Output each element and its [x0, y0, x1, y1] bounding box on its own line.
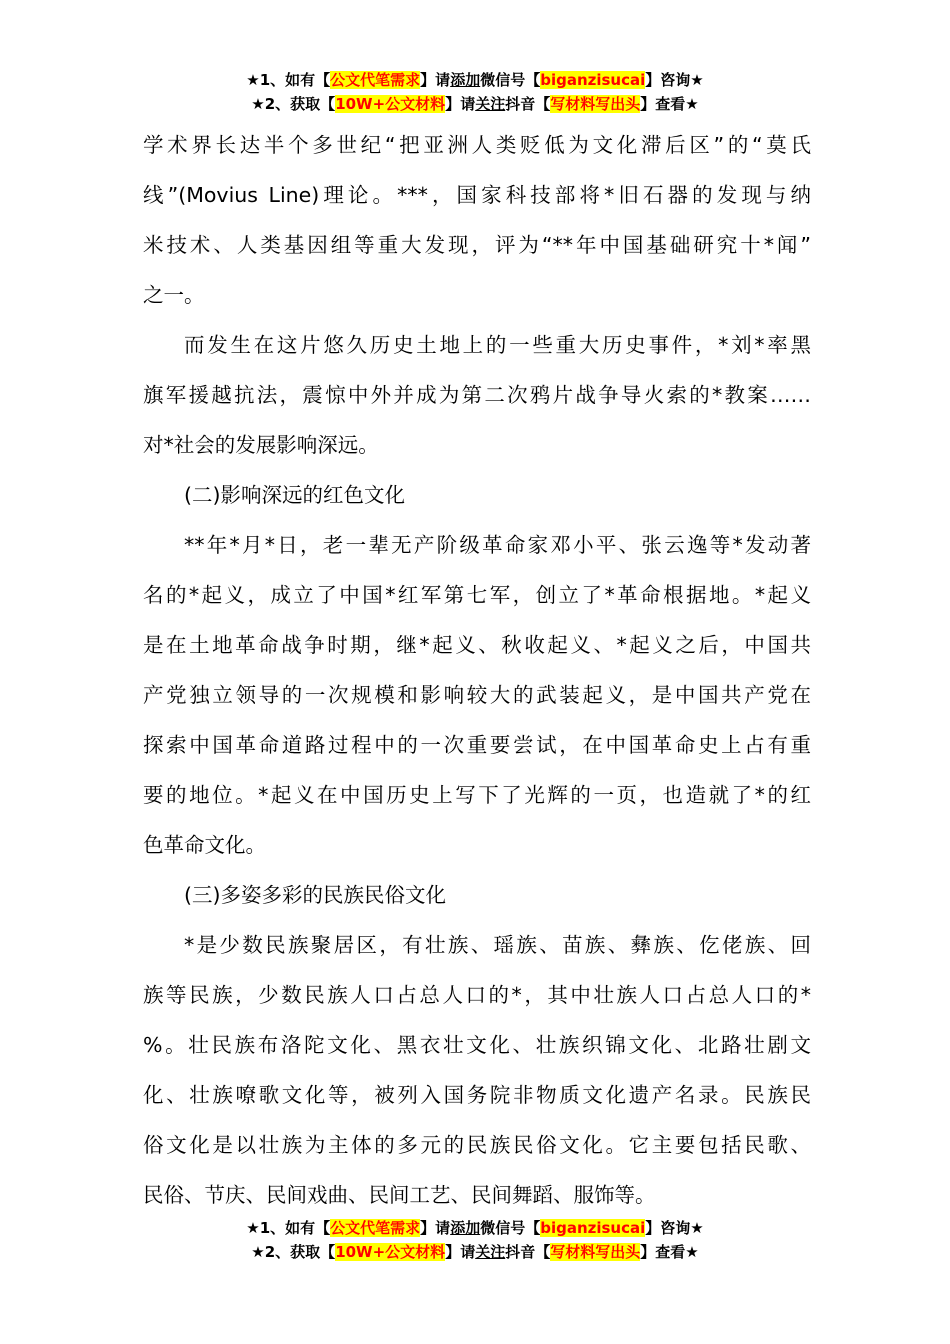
banner-text: ★2、获取【 [251, 95, 336, 113]
body-line: 探索中国革命道路过程中的一次重要尝试，在中国革命史上占有重 [143, 733, 811, 757]
section-heading: (三)多姿多彩的民族民俗文化 [184, 883, 446, 907]
banner-highlight: 写材料写出头 [550, 1243, 641, 1261]
banner-text: 】咨询★ [645, 1219, 704, 1237]
banner-text: 】查看★ [640, 1243, 699, 1261]
banner-text: 微信号【 [480, 71, 541, 89]
banner-text: 】请 [445, 95, 476, 113]
banner-text: 】咨询★ [645, 71, 704, 89]
body-line: **年*月*日，老一辈无产阶级革命家邓小平、张云逸等*发动著 [184, 533, 811, 557]
body-line: 是在土地革命战争时期，继*起义、秋收起义、*起义之后，中国共 [143, 633, 811, 657]
banner-highlight: biganzisucai [540, 1219, 646, 1237]
banner-highlight: 10W+公文材料 [335, 1243, 446, 1261]
banner-text: 抖音【 [505, 1243, 551, 1261]
banner-highlight: 公文代笔需求 [330, 1219, 421, 1237]
section-heading: (二)影响深远的红色文化 [184, 483, 405, 507]
banner-underline: 添加 [450, 71, 481, 89]
body-line: 对*社会的发展影响深远。 [143, 433, 379, 457]
banner-text: ★2、获取【 [251, 1243, 336, 1261]
body-line: 民俗、节庆、民间戏曲、民间工艺、民间舞蹈、服饰等。 [143, 1183, 656, 1207]
body-line: 之一。 [143, 283, 205, 307]
body-line: 而发生在这片悠久历史土地上的一些重大历史事件，*刘*率黑 [184, 333, 811, 357]
banner-underline: 关注 [475, 95, 506, 113]
banner-line-1 [0, 1216, 950, 1240]
banner-text: 】请 [420, 1219, 451, 1237]
body-line: 米技术、人类基因组等重大发现，评为“**年中国基础研究十*闻” [143, 233, 811, 257]
banner-text: 】查看★ [640, 95, 699, 113]
body-line: %。壮民族布洛陀文化、黑衣壮文化、壮族织锦文化、北路壮剧文 [143, 1033, 811, 1057]
body-line: 俗文化是以壮族为主体的多元的民族民俗文化。它主要包括民歌、 [143, 1133, 811, 1157]
body-line: 旗军援越抗法，震惊中外并成为第二次鸦片战争导火索的*教案…… [143, 383, 811, 407]
banner-highlight: biganzisucai [540, 71, 646, 89]
banner-line-2 [0, 1240, 950, 1264]
banner-text: 抖音【 [505, 95, 551, 113]
body-line: 要的地位。*起义在中国历史上写下了光辉的一页，也造就了*的红 [143, 783, 811, 807]
banner-underline: 添加 [450, 1219, 481, 1237]
banner-text: 微信号【 [480, 1219, 541, 1237]
body-line: 学术界长达半个多世纪“把亚洲人类贬低为文化滞后区”的“莫氏 [143, 133, 811, 157]
banner-underline: 关注 [475, 1243, 506, 1261]
banner-line-2 [0, 92, 950, 116]
body-line: *是少数民族聚居区，有壮族、瑶族、苗族、彝族、仡佬族、回 [184, 933, 811, 957]
banner-text: 】请 [420, 71, 451, 89]
banner-text: 】请 [445, 1243, 476, 1261]
header-banner [0, 68, 950, 116]
body-line: 产党独立领导的一次规模和影响较大的武装起义，是中国共产党在 [143, 683, 811, 707]
banner-highlight: 公文代笔需求 [330, 71, 421, 89]
banner-highlight: 10W+公文材料 [335, 95, 446, 113]
footer-banner [0, 1216, 950, 1264]
banner-line-1 [0, 68, 950, 92]
body-line: 线”(Movius Line)理论。***，国家科技部将*旧石器的发现与纳 [143, 183, 811, 207]
body-line: 名的*起义，成立了中国*红军第七军，创立了*革命根据地。*起义 [143, 583, 811, 607]
banner-highlight: 写材料写出头 [550, 95, 641, 113]
document-body [143, 120, 811, 1220]
body-line: 色革命文化。 [143, 833, 266, 857]
banner-text: ★1、如有【 [246, 71, 331, 89]
body-line: 族等民族，少数民族人口占总人口的*，其中壮族人口占总人口的* [143, 983, 811, 1007]
body-line: 化、壮族嘹歌文化等，被列入国务院非物质文化遗产名录。民族民 [143, 1083, 811, 1107]
banner-text: ★1、如有【 [246, 1219, 331, 1237]
